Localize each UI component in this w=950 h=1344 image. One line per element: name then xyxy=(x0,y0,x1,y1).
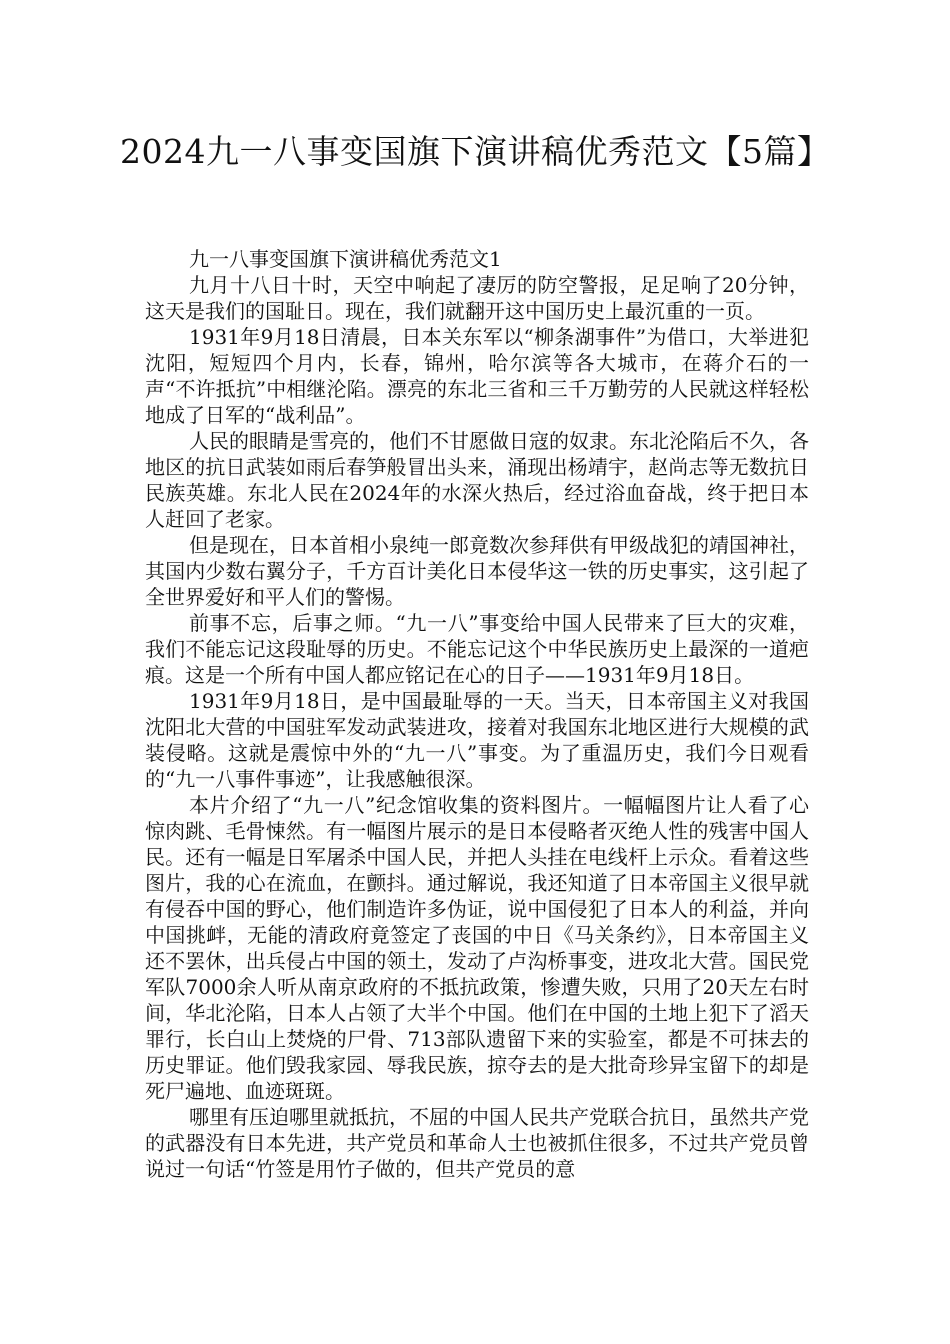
paragraph-2: 1931年9月18日清晨，日本关东军以“柳条湖事件”为借口，大举进犯沈阳，短短四个月内，长春，锦州，哈尔滨等各大城市，在蒋介石的一声“不许抵抗”中相继沦陷。漂亮的东北三省和三千万勤劳的人民就这样轻松地成了日军的“战利品”。 xyxy=(145,325,809,427)
paragraph-6: 1931年9月18日，是中国最耻辱的一天。当天，日本帝国主义对我国沈阳北大营的中国驻军发动武装进攻，接着对我国东北地区进行大规模的武装侵略。这就是震惊中外的“九一八”事变。为了重温历史，我们今日观看的“九一八事件事迹”，让我感触很深。 xyxy=(145,689,809,791)
paragraph-3: 人民的眼睛是雪亮的，他们不甘愿做日寇的奴隶。东北沦陷后不久，各地区的抗日武装如雨后春笋般冒出头来，涌现出杨靖宇，赵尚志等无数抗日民族英雄。东北人民在2024年的水深火热后，经过浴血奋战，终于把日本人赶回了老家。 xyxy=(145,429,809,531)
document-title: 2024九一八事变国旗下演讲稿优秀范文【5篇】 xyxy=(120,132,831,171)
paragraph-4: 但是现在，日本首相小泉纯一郎竟数次参拜供有甲级战犯的靖国神社，其国内少数右翼分子，千方百计美化日本侵华这一铁的历史事实，这引起了全世界爱好和平人们的警惕。 xyxy=(145,533,809,609)
paragraph-1: 九月十八日十时，天空中响起了凄厉的防空警报，足足响了20分钟，这天是我们的国耻日。现在，我们就翻开这中国历史上最沉重的一页。 xyxy=(145,273,809,323)
document-body xyxy=(145,246,809,1182)
paragraph-7: 本片介绍了“九一八”纪念馆收集的资料图片。一幅幅图片让人看了心惊肉跳、毛骨悚然。有一幅图片展示的是日本侵略者灭绝人性的残害中国人民。还有一幅是日军屠杀中国人民，并把人头挂在电线杆上示众。看着这些图片，我的心在流血，在颤抖。通过解说，我还知道了日本帝国主义很早就有侵吞中国的野心，他们制造许多伪证，说中国侵犯了日本人的利益，并向中国挑衅，无能的清政府竟签定了丧国的中日《马关条约》，日本帝国主义还不罢休，出兵侵占中国的领土，发动了卢沟桥事变，进攻北大营。国民党军队7000余人听从南京政府的不抵抗政策，惨遭失败，只用了20天左右时间，华北沦陷，日本人占领了大半个中国。他们在中国的土地上犯下了滔天罪行，长白山上焚烧的尸骨、713部队遗留下来的实验室，都是不可抹去的历史罪证。他们毁我家园、辱我民族，掠夺去的是大批奇珍异宝留下的却是死尸遍地、血迹斑斑。 xyxy=(145,793,809,1103)
paragraph-5: 前事不忘，后事之师。“九一八”事变给中国人民带来了巨大的灾难，我们不能忘记这段耻辱的历史。不能忘记这个中华民族历史上最深的一道疤痕。这是一个所有中国人都应铭记在心的日子——1931年9月18日。 xyxy=(145,611,809,687)
section-heading: 九一八事变国旗下演讲稿优秀范文1 xyxy=(189,247,502,271)
paragraph-8: 哪里有压迫哪里就抵抗，不屈的中国人民共产党联合抗日，虽然共产党的武器没有日本先进，共产党员和革命人士也被抓住很多，不过共产党员曾说过一句话“竹签是用竹子做的，但共产党员的意 xyxy=(145,1105,809,1181)
